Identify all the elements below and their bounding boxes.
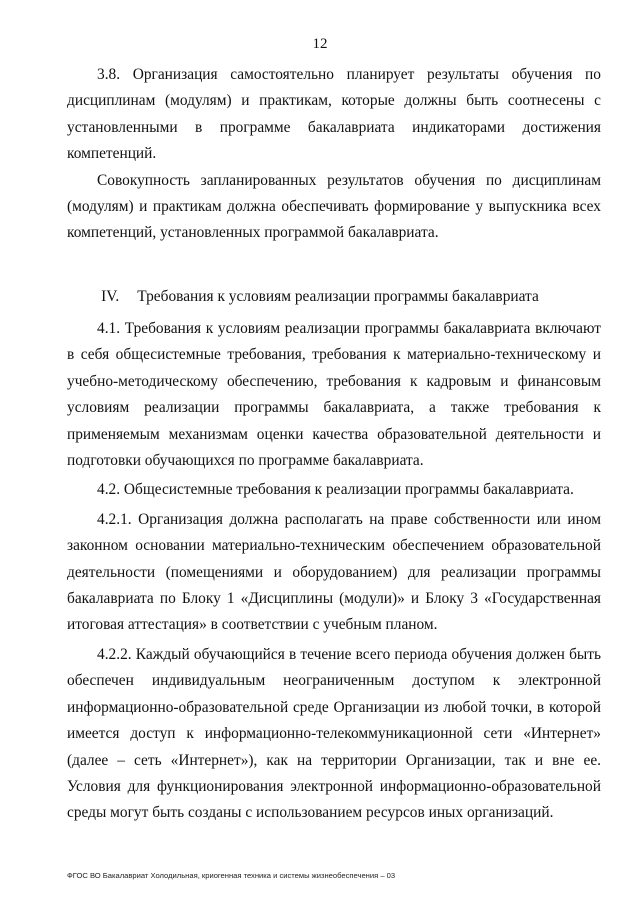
section-number: IV. [101,288,120,305]
section-title: Требования к условиям реализации программы бакалавриата [137,288,539,305]
paragraph-4-1: 4.1. Требования к условиям реализации программы бакалавриата включают в себя общесистемные требования, требования к материально-техническому и учебно-методическому обеспечению, требования к кадровым и финансовым условиям реализации программы бакалавриата, а также требования к применяемым механизмам оценки качества образовательной деятельности и подготовки обучающихся по программе бакалавриата. [67,320,601,470]
page-number: 12 [312,36,328,52]
section-text-block [67,316,601,827]
page-footer: ФГОС ВО Бакалавриат Холодильная, криогенная техника и системы жизнеобеспечения – 03 [67,871,396,880]
paragraph-learning-outcomes: Совокупность запланированных результатов обучения по дисциплинам (модулям) и практикам должна обеспечивать формирование у выпускника всех компетенций, установленных программой бакалавриата. [67,171,601,242]
paragraph-3-8: 3.8. Организация самостоятельно планирует результаты обучения по дисциплинам (модулям) и практикам, которые должны быть соотнесены с установленными в программе бакалавриата индикаторами достижения компетенций. [67,66,601,163]
section-heading [0,284,640,310]
paragraph-4-2-2: 4.2.2. Каждый обучающийся в течение всего периода обучения должен быть обеспечен индивидуальным неограниченным доступом к электронной информационно-образовательной среде Организации из любой точки, в которой имеется доступ к информационно-телекоммуникационной сети «Интернет» (далее – сеть «Интернет»), как на территории Организации, так и вне ее. Условия для функционирования электронной информационно-образовательной среды могут быть созданы с использованием ресурсов иных организаций. [67,645,601,822]
paragraph-4-2: 4.2. Общесистемные требования к реализации программы бакалавриата. [97,481,574,499]
intro-text-block [67,62,601,247]
paragraph-4-2-1: 4.2.1. Организация должна располагать на праве собственности или ином законном основании материально-техническим обеспечением образовательной деятельности (помещениями и оборудованием) для реализации программы бакалавриата по Блоку 1 «Дисциплины (модули)» и Блоку 3 «Государственная итоговая аттестация» в соответствии с учебным планом. [67,510,601,634]
